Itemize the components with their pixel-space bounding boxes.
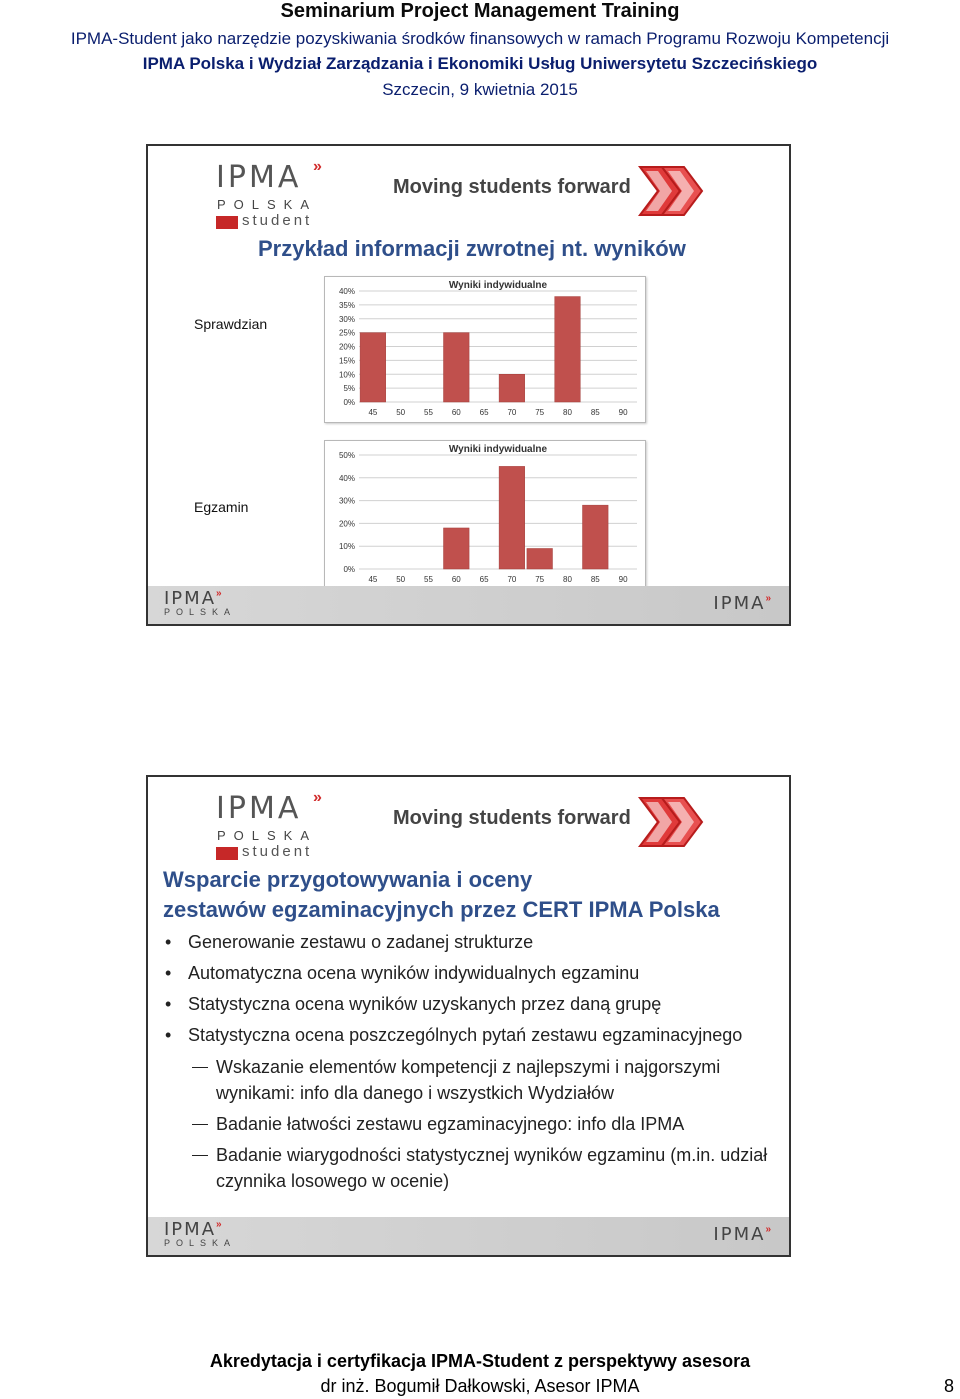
footer-raquo-icon: » bbox=[216, 1219, 222, 1230]
chart-x-tick-label: 70 bbox=[507, 408, 517, 417]
chart-x-tick-label: 75 bbox=[535, 408, 545, 417]
chart-y-tick-label: 0% bbox=[343, 565, 355, 574]
footer-polska-text: POLSKA bbox=[164, 607, 237, 617]
chart-y-tick-label: 40% bbox=[338, 287, 355, 296]
slide-title bbox=[163, 865, 720, 925]
chart-bar bbox=[499, 466, 525, 569]
footer-ipma-text: IPMA bbox=[713, 593, 766, 614]
chart-y-tick-label: 30% bbox=[338, 496, 355, 506]
chart-y-tick-label: 25% bbox=[338, 328, 355, 338]
chart-x-tick-label: 90 bbox=[618, 575, 628, 584]
chart-bar bbox=[444, 528, 470, 569]
chart-x-tick-label: 90 bbox=[618, 408, 628, 417]
chart-x-tick-label: 60 bbox=[451, 408, 461, 417]
footer-ipma-text: IPMA bbox=[164, 588, 217, 609]
chart-x-tick-label: 45 bbox=[368, 575, 378, 584]
chart-y-tick-label: 5% bbox=[343, 384, 355, 394]
slide-feedback-example bbox=[146, 144, 791, 626]
slide-footer-bar bbox=[148, 586, 789, 624]
footer-ipma-text: IPMA bbox=[713, 1224, 766, 1245]
chart-title: Wyniki indywidualne bbox=[448, 444, 548, 455]
chart-x-tick-label: 85 bbox=[590, 575, 600, 584]
slide-tagline: Moving students forward bbox=[393, 176, 631, 198]
chart-y-tick-label: 10% bbox=[338, 370, 355, 380]
chart-x-tick-label: 55 bbox=[424, 575, 433, 584]
chart-x-tick-label: 55 bbox=[424, 408, 433, 417]
logo-raquo-icon: » bbox=[313, 789, 322, 806]
chart-y-tick-label: 15% bbox=[338, 356, 355, 366]
logo-student-text: student bbox=[242, 212, 313, 229]
page-header-title: Seminarium Project Management Training bbox=[280, 0, 680, 22]
slide-title-line2: zestawów egzaminacyjnych przez CERT IPMA Polska bbox=[163, 897, 720, 922]
chart-y-tick-label: 10% bbox=[338, 542, 355, 552]
footer-raquo-icon: » bbox=[216, 588, 222, 599]
chart-bar bbox=[444, 333, 470, 402]
chart-egzamin bbox=[324, 440, 646, 590]
page-footer-title: Akredytacja i certyfikacja IPMA-Student z perspektywy asesora bbox=[209, 1351, 751, 1371]
logo-red-bar bbox=[216, 847, 238, 860]
list-item: • Statystyczna ocena wyników uzyskanych przez daną grupę bbox=[163, 991, 788, 1022]
chart-y-tick-label: 35% bbox=[338, 300, 355, 310]
chart-x-tick-label: 45 bbox=[368, 408, 378, 417]
footer-polska-text: POLSKA bbox=[164, 1238, 237, 1248]
logo-raquo-icon: » bbox=[313, 158, 322, 175]
slide-cert-support bbox=[146, 775, 791, 1257]
label-sprawdzian: Sprawdzian bbox=[194, 316, 268, 332]
label-egzamin: Egzamin bbox=[194, 499, 249, 515]
list-item: • Automatyczna ocena wyników indywidualnych egzaminu bbox=[163, 960, 788, 991]
chart-y-tick-label: 40% bbox=[338, 473, 355, 483]
footer-logo-right bbox=[713, 593, 771, 614]
logo-red-bar bbox=[216, 216, 238, 229]
page-header-subtitle: IPMA-Student jako narzędzie pozyskiwania środków finansowych w ramach Programu Rozwoju Kompetencji bbox=[70, 29, 890, 48]
chart-y-tick-label: 20% bbox=[338, 342, 355, 352]
ipma-student-logo bbox=[216, 791, 326, 861]
logo-polska-text: POLSKA bbox=[217, 828, 318, 843]
chart-y-tick-label: 30% bbox=[338, 314, 355, 324]
slide-tagline: Moving students forward bbox=[393, 807, 631, 829]
chart-x-tick-label: 60 bbox=[451, 575, 461, 584]
logo-ipma-text: IPMA bbox=[216, 160, 302, 195]
slide-title: Przykład informacji zwrotnej nt. wyników bbox=[258, 236, 686, 261]
footer-raquo-icon: » bbox=[765, 1224, 771, 1235]
chart-y-tick-label: 0% bbox=[343, 398, 355, 407]
chart-x-tick-label: 65 bbox=[479, 575, 489, 584]
footer-logo-left bbox=[164, 1219, 236, 1248]
footer-logo-left bbox=[164, 588, 236, 617]
logo-student-text: student bbox=[242, 843, 313, 860]
chart-x-tick-label: 75 bbox=[535, 575, 545, 584]
chart-egzamin-svg bbox=[325, 441, 645, 589]
footer-ipma-text: IPMA bbox=[164, 1219, 217, 1240]
logo-ipma-text: IPMA bbox=[216, 791, 302, 826]
chart-x-tick-label: 65 bbox=[479, 408, 489, 417]
sub-list-item: Wskazanie elementów kompetencji z najlepszymi i najgorszymi wynikami: info dla danego i wszystkich Wydziałów bbox=[196, 1054, 786, 1106]
chart-y-tick-label: 50% bbox=[338, 451, 355, 460]
chart-bar bbox=[360, 333, 386, 402]
chart-x-tick-label: 70 bbox=[507, 575, 517, 584]
sub-list-item: Badanie łatwości zestawu egzaminacyjnego: info dla IPMA bbox=[196, 1111, 786, 1137]
slide-title-line1: Wsparcie przygotowywania i oceny bbox=[163, 867, 533, 892]
sub-list-item: Badanie wiarygodności statystycznej wyników egzaminu (m.in. udział czynnika losowego w ocenie) bbox=[196, 1142, 786, 1194]
footer-logo-right bbox=[713, 1224, 771, 1245]
chart-bar bbox=[555, 297, 581, 402]
chart-title: Wyniki indywidualne bbox=[448, 280, 548, 291]
page-header-date: Szczecin, 9 kwietnia 2015 bbox=[382, 80, 578, 99]
chart-sprawdzian-svg bbox=[325, 277, 645, 422]
chart-bar bbox=[527, 548, 553, 569]
page-number: 8 bbox=[943, 1376, 954, 1396]
chart-bar bbox=[499, 374, 525, 402]
list-item: • Generowanie zestawu o zadanej strukturze bbox=[163, 929, 788, 960]
chart-x-tick-label: 85 bbox=[590, 408, 600, 417]
chart-x-tick-label: 50 bbox=[396, 408, 406, 417]
chart-sprawdzian bbox=[324, 276, 646, 423]
double-chevron-icon bbox=[636, 792, 706, 852]
chart-x-tick-label: 80 bbox=[563, 575, 572, 584]
double-chevron-icon bbox=[636, 161, 706, 221]
chart-y-tick-label: 20% bbox=[338, 519, 355, 529]
list-item: • Statystyczna ocena poszczególnych pytań zestawu egzaminacyjnego bbox=[163, 1022, 788, 1053]
sub-bullet-list bbox=[196, 1054, 786, 1199]
page-footer-author: dr inż. Bogumił Dałkowski, Asesor IPMA bbox=[320, 1376, 640, 1396]
slide-footer-bar bbox=[148, 1217, 789, 1255]
page-header-organizers: IPMA Polska i Wydział Zarządzania i Ekonomiki Usług Uniwersytetu Szczecińskiego bbox=[142, 54, 818, 73]
ipma-student-logo bbox=[216, 160, 326, 230]
chart-x-tick-label: 80 bbox=[563, 408, 572, 417]
footer-raquo-icon: » bbox=[765, 593, 771, 604]
chart-bar bbox=[583, 505, 609, 569]
bullet-list bbox=[163, 929, 788, 1053]
chart-x-tick-label: 50 bbox=[396, 575, 406, 584]
logo-polska-text: POLSKA bbox=[217, 197, 318, 212]
